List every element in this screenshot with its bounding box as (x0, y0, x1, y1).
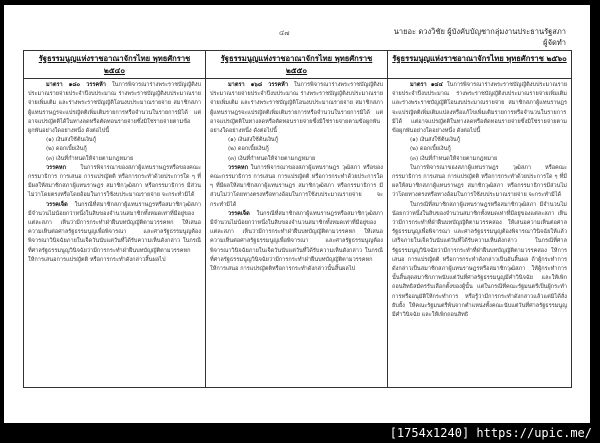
table-header-row (24, 51, 572, 79)
column-header-2540: รัฐธรรมนูญแห่งราชอาณาจักรไทย พุทธศักราช ๒๕๔๐ (24, 51, 206, 79)
document-page (4, 5, 590, 423)
table-row (24, 79, 572, 388)
image-watermark: [1754x1240] https://upic.me/ (389, 426, 592, 440)
paragraph-text: ในกรณีที่สมาชิกสภาผู้แทนราษฎรหรือสมาชิกวุฒิสภา มีจำนวนไม่น้อยกว่าหนึ่งในสิบของจำนวนสมาชิกทั้งหมดเท่าที่มีอยู่ของแต่ละสภา เห็นว่ามีการกระทำที่ฝ่าฝืนบทบัญญัติตามวรรคสอง ให้เสนอความเห็นต่อศาลรัฐธรรมนูญเพื่อพิจารณา และศาลรัฐธรรมนูญต้องพิจารณาวินิจฉัยให้แล้วเสร็จภายในเจ็ดวันนับแต่วันที่ได้รับความเห็นดังกล่าว ในกรณีที่ศาลรัฐธรรมนูญวินิจฉัยว่ามีการกระทำที่ฝ่าฝืนบทบัญญัติตามวรรคสอง ให้การเสนอ การแปรญัตติ หรือการกระทำดังกล่าวเป็นอันสิ้นผล ถ้าผู้กระทำการดังกล่าวเป็นสมาชิกสภาผู้แทนราษฎรหรือสมาชิกวุฒิสภา ให้ผู้กระทำการนั้นสิ้นสุดสมาชิกภาพนับแต่วันที่ศาลรัฐธรรมนูญมีคำวินิจฉัย และให้เพิกถอนสิทธิสมัครรับเลือกตั้งของผู้นั้น แต่ในกรณีที่คณะรัฐมนตรีเป็นผู้กระทำการหรืออนุมัติให้กระทำการ หรือรู้ว่ามีการกระทำดังกล่าวแล้วแต่มิได้สั่งยับยั้ง ให้คณะรัฐมนตรีพ้นจากตำแหน่งทั้งคณะนับแต่วันที่ศาลรัฐธรรมนูญมีคำวินิจฉัย และให้เพิกถอนสิทธิ (392, 201, 567, 319)
column-header-2560: รัฐธรรมนูญแห่งราชอาณาจักรไทย พุทธศักราช ๒๕๖๐ (388, 51, 572, 79)
paragraph-text: ในกรณีที่สมาชิกสภาผู้แทนราษฎรหรือสมาชิกวุฒิสภา มีจำนวนไม่น้อยกว่าหนึ่งในสิบของจำนวนสมาชิกทั้งหมดเท่าที่มีอยู่ของแต่ละสภา เห็นว่ามีการกระทำฝ่าฝืนบทบัญญัติตามวรรคหก ให้เสนอความเห็นต่อศาลรัฐธรรมนูญเพื่อพิจารณา และศาลรัฐธรรมนูญต้องพิจารณาวินิจฉัยภายในเจ็ดวันนับแต่วันที่ได้รับความเห็นดังกล่าว ในกรณีที่ศาลรัฐธรรมนูญวินิจฉัยว่ามีการกระทำฝ่าฝืนบทบัญญัติตามวรรคหก ให้การเสนอการแปรญัตติ หรือการกระทำดังกล่าวสิ้นผลไป (28, 201, 201, 263)
paragraph-label: วรรคเจ็ด (228, 210, 250, 217)
list-item: (๒) ดอกเบี้ยเงินกู้ (46, 146, 87, 153)
list-item: (๓) เงินที่กำหนดให้จ่ายตามกฎหมาย (46, 155, 134, 162)
paragraph-label: วรรคเจ็ด (46, 201, 68, 208)
paragraph-label: วรรคหก (46, 164, 66, 171)
section-text: ในการพิจารณาร่างพระราชบัญญัติงบประมาณรายจ่ายประจำปีงบประมาณ ร่างพระราชบัญญัติงบประมาณรายจ่ายเพิ่มเติม และร่างพระราชบัญญัติโอนงบประมาณรายจ่าย สมาชิกสภาผู้แทนราษฎรจะแปรญัตติเพิ่มเติมรายการหรือจำนวนในรายการมิได้ แต่อาจแปรญัตติได้ในทางลดหรือตัดทอนรายจ่ายซึ่งมิใช่รายจ่ายตามข้อผูกพันอย่างใดอย่างหนึ่ง ดังต่อไปนี้ (28, 82, 201, 135)
paragraph-3 (392, 201, 567, 321)
paragraph-text: ในการพิจารณาของสภาผู้แทนราษฎรหรือของคณะกรรมาธิการ การเสนอ การแปรญัตติ หรือการกระทำด้วยประการใด ๆ ที่มีผลให้สมาชิกสภาผู้แทนราษฎร สมาชิกวุฒิสภา หรือกรรมาธิการ มีส่วนไม่ว่าโดยตรงหรือโดยอ้อมในการใช้งบประมาณรายจ่าย จะกระทำมิได้ (28, 164, 201, 199)
paragraph-text: ในการพิจารณาของสภาผู้แทนราษฎร วุฒิสภา หรือของคณะกรรมาธิการ การเสนอ การแปรญัตติ หรือการกระทำด้วยประการใด ๆ ที่มีผลให้สมาชิกสภาผู้แทนราษฎร สมาชิกวุฒิสภา หรือกรรมาธิการ มีส่วนไม่ว่าโดยทางตรงหรือทางอ้อมในการใช้งบประมาณรายจ่าย จะกระทำมิได้ (210, 164, 383, 208)
paragraph-6 (28, 164, 201, 201)
section-text: ในการพิจารณาร่างพระราชบัญญัติงบประมาณรายจ่ายประจำปีงบประมาณ ร่างพระราชบัญญัติงบประมาณรายจ่ายเพิ่มเติม และร่างพระราชบัญญัติโอนงบประมาณรายจ่าย สมาชิกสภาผู้แทนราษฎรจะแปรญัตติเพิ่มเติมแปลงหรือแก้ไขเพิ่มเติมรายการหรือจำนวนในรายการมิได้ แต่อาจแปรญัตติในทางลดหรือตัดทอนรายจ่ายซึ่งมิใช่รายจ่ายตามข้อผูกพันอย่างใดอย่างหนึ่ง ดังต่อไปนี้ (392, 82, 567, 135)
author-block (394, 26, 566, 48)
section-paragraph (28, 81, 201, 136)
section-paragraph (392, 81, 567, 136)
section-label: มาตรา ๑๔๔ (410, 82, 443, 88)
list-item: (๑) เงินส่งใช้ต้นเงินกู้ (410, 137, 461, 144)
list-item: (๓) เงินที่กำหนดให้จ่ายตามกฎหมาย (410, 155, 498, 162)
column-header-2550: รัฐธรรมนูญแห่งราชอาณาจักรไทย พุทธศักราช ๒๕๕๐ (206, 51, 388, 79)
section-paragraph (210, 81, 383, 136)
paragraph-text: ในการพิจารณาของสภาผู้แทนราษฎร วุฒิสภา หรือคณะกรรมาธิการ การเสนอ การแปรญัตติ หรือการกระทำด้วยประการใด ๆ ที่มีผลให้สมาชิกสภาผู้แทนราษฎร สมาชิกวุฒิสภา หรือกรรมาธิการมีส่วนไม่ว่าโดยทางตรงหรือทางอ้อมในการใช้งบประมาณรายจ่าย จะกระทำมิได้ (392, 164, 567, 199)
author-role: ผู้จัดทำ (543, 38, 566, 47)
paragraph-7 (28, 201, 201, 265)
list-item: (๓) เงินที่กำหนดให้จ่ายตามกฎหมาย (228, 155, 316, 162)
list-item: (๒) ดอกเบี้ยเงินกู้ (410, 146, 451, 153)
author-name: นายอะ ดวงวิชัย ผู้บังคับบัญชากลุ่มงานประธานรัฐสภา (393, 27, 566, 36)
list-item: (๑) เงินส่งใช้ต้นเงินกู้ (46, 137, 97, 144)
column-2540-content (24, 79, 206, 388)
paragraph-text: ในกรณีที่สมาชิกสภาผู้แทนราษฎรหรือสมาชิกวุฒิสภา มีจำนวนไม่น้อยกว่าหนึ่งในสิบของจำนวนสมาชิกทั้งหมดเท่าที่มีอยู่ของแต่ละสภา เห็นว่ามีการกระทำฝ่าฝืนบทบัญญัติตามวรรคหก ให้เสนอความเห็นต่อศาลรัฐธรรมนูญเพื่อพิจารณา และศาลรัฐธรรมนูญต้องพิจารณาวินิจฉัยภายในเจ็ดวันนับแต่วันที่ได้รับความเห็นดังกล่าว ในกรณีที่ศาลรัฐธรรมนูญวินิจฉัยว่ามีการกระทำฝ่าฝืนบทบัญญัติตามวรรคหก ให้การเสนอ การแปรญัตติหรือการกระทำดังกล่าวนั้นสิ้นผลไป (210, 210, 383, 273)
column-2550-content (206, 79, 388, 388)
comparison-table (23, 50, 572, 388)
paragraph-7 (210, 210, 383, 274)
section-text: ในการพิจารณาร่างพระราชบัญญัติงบประมาณรายจ่ายประจำปีงบประมาณ ร่างพระราชบัญญัติงบประมาณรายจ่ายเพิ่มเติม และร่างพระราชบัญญัติโอนงบประมาณรายจ่าย สมาชิกสภาผู้แทนราษฎรจะแปรญัตติเพิ่มเติมรายการหรือจำนวนในรายการมิได้ แต่อาจแปรญัตติในทางลดหรือตัดทอนรายจ่ายซึ่งมิใช่รายจ่ายตามข้อผูกพันอย่างใดอย่างหนึ่ง ดังต่อไปนี้ (210, 82, 384, 135)
paragraph-6 (210, 164, 383, 210)
list-item: (๒) ดอกเบี้ยเงินกู้ (228, 146, 269, 153)
section-label: มาตรา ๑๘๐ วรรคห้า (46, 82, 106, 88)
section-label: มาตรา ๑๖๘ วรรคห้า (228, 82, 288, 88)
page-number: ๔๗ (279, 29, 290, 37)
paragraph-label: วรรคหก (228, 164, 248, 171)
list-item: (๑) เงินส่งใช้ต้นเงินกู้ (228, 137, 279, 144)
column-2560-content (388, 79, 572, 388)
paragraph-2 (392, 164, 567, 201)
